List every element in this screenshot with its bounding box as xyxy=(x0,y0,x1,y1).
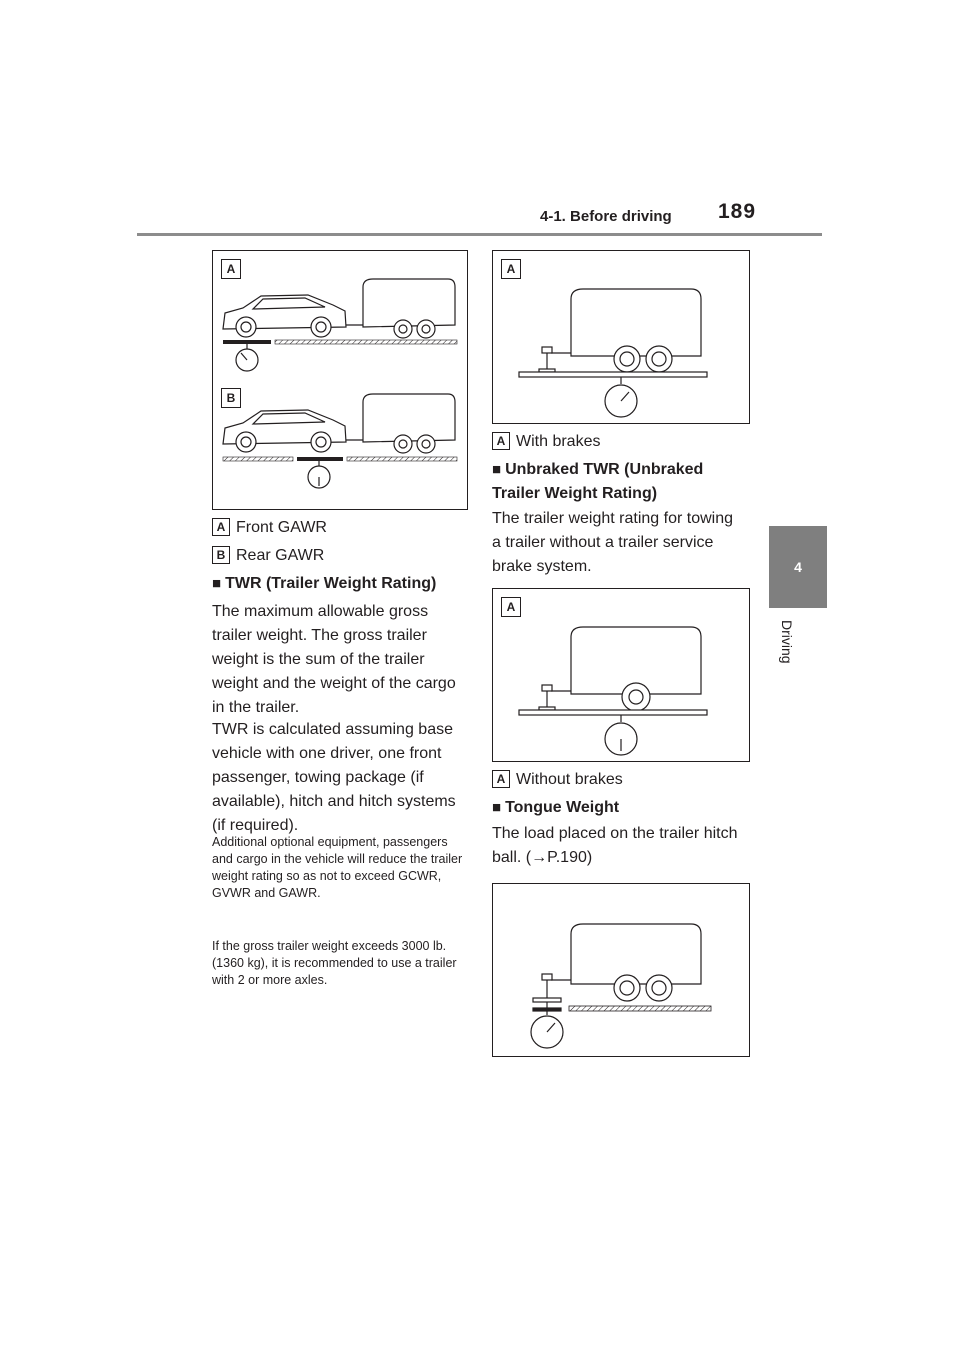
figure-gawr xyxy=(212,250,468,510)
gawr-illustration xyxy=(213,251,467,509)
chapter-label: Driving xyxy=(779,620,795,664)
chapter-tab: 4 xyxy=(769,526,827,608)
without-brakes-illustration xyxy=(493,589,749,761)
legend-without-brakes xyxy=(492,770,623,790)
figure-without-brakes xyxy=(492,588,750,762)
scale-dial-tongue-weight xyxy=(531,1016,563,1048)
legend-key: B xyxy=(212,546,230,564)
figure-with-brakes xyxy=(492,250,750,424)
bullet-icon: ■ xyxy=(492,461,502,478)
arrow-right-icon: → xyxy=(531,849,548,866)
twr-paragraph-2: TWR is calculated assuming base vehicle with one driver, one front passenger, towing package (if available), hitch and hitch systems (if required). xyxy=(212,721,456,834)
twr-paragraph-1: The maximum allowable gross trailer weight. The gross trailer weight is the sum of the trailer weight and the weight of the cargo in the trailer. xyxy=(212,603,456,716)
bullet-icon: ■ xyxy=(212,575,222,592)
scale-dial-front xyxy=(236,349,258,371)
page-reference-link[interactable]: P.190) xyxy=(547,849,593,866)
scale-dial-with-brakes xyxy=(605,385,637,417)
twr-heading: ■ TWR (Trailer Weight Rating) xyxy=(212,575,437,592)
scale-dial-rear xyxy=(308,466,330,488)
note-axles: If the gross trailer weight exceeds 3000 lb. (1360 kg), it is recommended to use a trailer with 2 or more axles. xyxy=(212,939,457,987)
section-title: 4-1. Before driving xyxy=(540,208,672,225)
unbraked-paragraph: The trailer weight rating for towing a trailer without a trailer service brake system. xyxy=(492,510,733,575)
legend-key: A xyxy=(492,432,510,450)
figure-label-b: B xyxy=(221,388,241,408)
with-brakes-illustration xyxy=(493,251,749,423)
vehicle-trailer-front xyxy=(223,279,455,338)
legend-label: Rear GAWR xyxy=(236,547,325,564)
legend-front-gawr xyxy=(212,518,327,538)
scale-dial-without-brakes xyxy=(605,723,637,755)
unbraked-heading: ■ Unbraked TWR (Unbraked Trailer Weight Rating) xyxy=(492,461,704,502)
tongue-weight-illustration xyxy=(493,884,749,1056)
legend-with-brakes xyxy=(492,432,600,452)
vehicle-trailer-rear xyxy=(223,394,455,453)
figure-label-a: A xyxy=(501,259,521,279)
legend-key: A xyxy=(212,518,230,536)
tongue-weight-heading: ■ Tongue Weight xyxy=(492,799,620,816)
tongue-weight-paragraph: The load placed on the trailer hitch ball. (→P.190) xyxy=(492,825,738,866)
note-equipment: Additional optional equipment, passengers and cargo in the vehicle will reduce the trailer weight rating so as not to exceed GCWR, GVWR and GAWR. xyxy=(212,835,463,900)
legend-label: Front GAWR xyxy=(236,519,327,536)
figure-tongue-weight xyxy=(492,883,750,1057)
legend-label: With brakes xyxy=(516,433,601,450)
figure-label-a: A xyxy=(501,597,521,617)
figure-label-a: A xyxy=(221,259,241,279)
legend-key: A xyxy=(492,770,510,788)
legend-rear-gawr xyxy=(212,546,324,566)
legend-label: Without brakes xyxy=(516,771,623,788)
bullet-icon: ■ xyxy=(492,799,502,816)
header-rule xyxy=(137,233,822,236)
page-number: 189 xyxy=(718,200,757,223)
